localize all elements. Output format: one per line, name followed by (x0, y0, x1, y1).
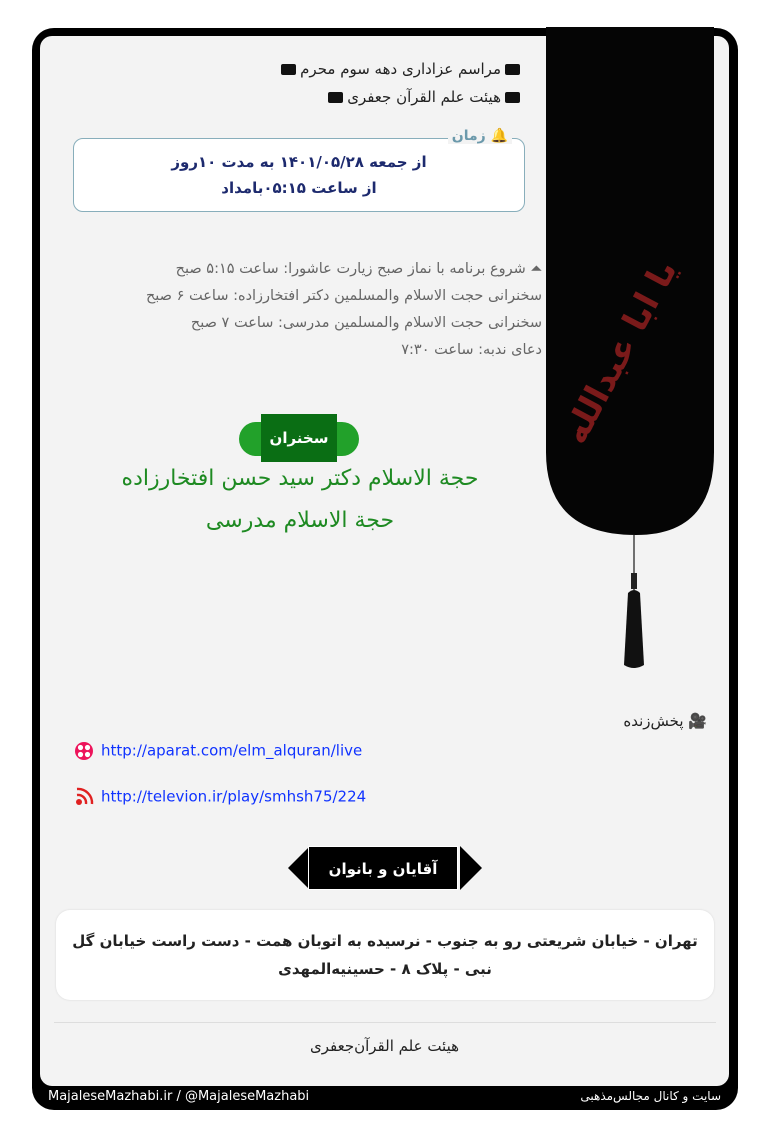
audience-label: آقایان و بانوان (308, 846, 458, 890)
aparat-icon (73, 740, 95, 762)
site-caption: سایت و کانال مجالس‌مذهبی (580, 1089, 721, 1103)
schedule-item: سخنرانی حجت الاسلام والمسلمین دکتر افتخارزاده: ساعت ۶ صبح (145, 288, 542, 304)
mosque-icon: ⏶ (530, 261, 542, 277)
banner-calligraphy: یا ابا عبدالله (555, 253, 686, 451)
audience-badge (288, 846, 482, 890)
time-date-line: از جمعه ۱۴۰۱/۰۵/۲۸ به مدت ۱۰روز (171, 153, 427, 171)
speakers-label: سخنران (261, 414, 337, 462)
mourning-banner (546, 27, 714, 535)
square-bullet-icon (505, 64, 520, 75)
time-box (73, 128, 525, 212)
time-hour-line: از ساعت ۰۵:۱۵بامداد (221, 179, 377, 197)
schedule-item: ⏶ شروع برنامه با نماز صبح زیارت عاشورا: ساعت ۵:۱۵ صبح (175, 261, 542, 277)
square-bullet-icon (328, 92, 343, 103)
address-box (56, 910, 714, 1000)
speaker-name: حجة الاسلام مدرسی (205, 508, 395, 533)
square-bullet-icon (281, 64, 296, 75)
video-camera-icon: 🎥 (688, 712, 707, 730)
square-bullet-icon (505, 92, 520, 103)
televion-link[interactable]: http://televion.ir/play/smhsh75/224 (73, 786, 366, 808)
schedule-item: دعای ندبه: ساعت ۷:۳۰ (401, 342, 542, 358)
broadcast-signal-icon (73, 786, 95, 808)
divider (54, 1022, 716, 1023)
site-handle[interactable]: MajaleseMazhabi.ir / @MajaleseMazhabi (48, 1089, 310, 1104)
organizer-footer: هیئت علم القرآن‌جعفری (309, 1037, 460, 1055)
schedule-item: سخنرانی حجت الاسلام والمسلمین مدرسی: ساعت ۷ صبح (190, 315, 542, 331)
organizer-title: هیئت علم القرآن جعفری (324, 88, 524, 106)
bell-icon: 🔔 (490, 128, 508, 144)
speakers-badge (239, 422, 359, 456)
live-broadcast-title: 🎥 پخش‌زنده (623, 712, 707, 730)
aparat-link[interactable]: http://aparat.com/elm_alquran/live (73, 740, 362, 762)
tassel (622, 535, 646, 670)
event-title: مراسم عزاداری دهه سوم محرم (277, 60, 524, 78)
address-line: نبی - پلاک ۸ - حسینیه‌المهدی (278, 960, 492, 978)
speaker-name: حجة الاسلام دکتر سید حسن افتخارزاده (121, 466, 479, 491)
time-label: 🔔 زمان (448, 128, 512, 144)
address-line: تهران - خیابان شریعتی رو به جنوب - نرسیده به اتوبان همت - دست راست خیابان گل (72, 932, 698, 950)
